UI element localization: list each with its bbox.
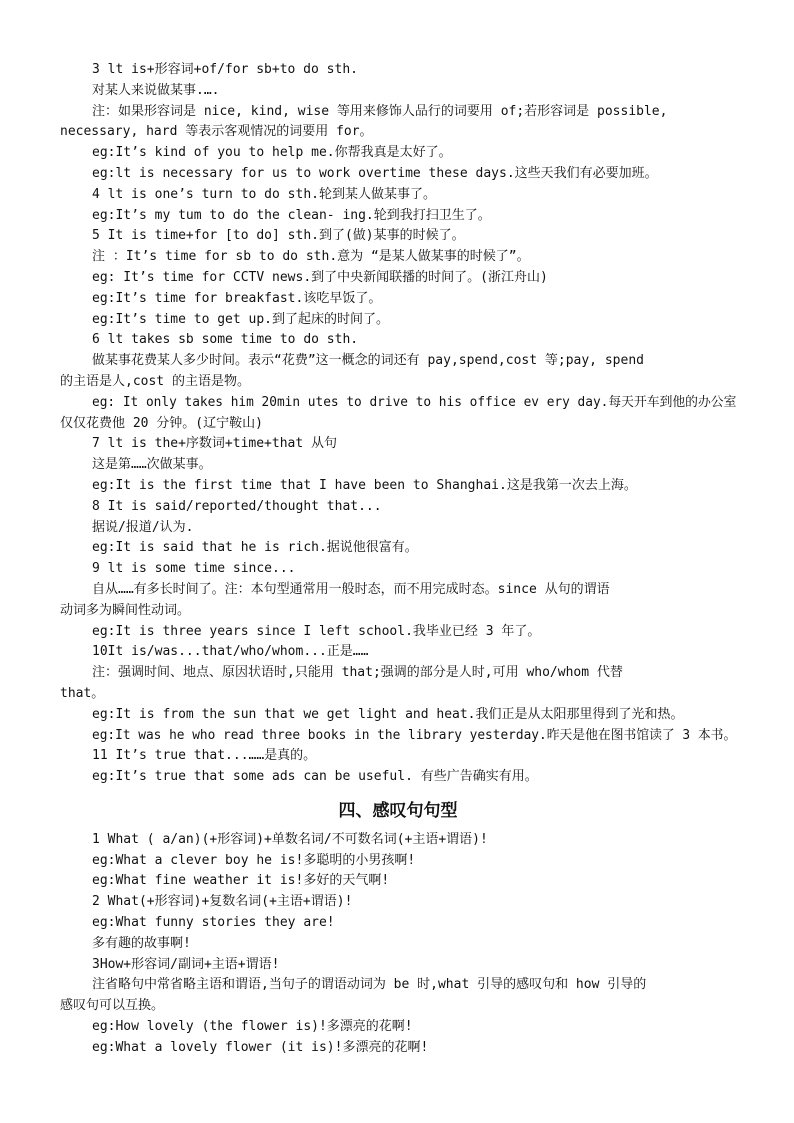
grammar-notes-it-patterns <box>60 60 736 788</box>
text-line: 动词多为瞬间性动词。 <box>60 602 191 618</box>
text-line: eg:What fine weather it is!多好的天气啊! <box>92 873 390 889</box>
text-line: 10It is/was...that/who/whom...正是…… <box>92 644 369 660</box>
text-line: eg:It’s time for breakfast.该吃早饭了。 <box>92 290 382 306</box>
text-line: 11 It’s true that...……是真的。 <box>92 748 317 764</box>
text-line: eg:It’s time to get up.到了起床的时间了。 <box>92 311 390 327</box>
text-line: eg:What funny stories they are! <box>92 915 335 931</box>
text-line: 7 lt is the+序数词+time+that 从句 <box>92 436 338 452</box>
text-line: 注 ：It’s time for sb to do sth.意为 “是某人做某事的时候了”。 <box>92 249 530 265</box>
text-line: 自从……有多长时间了。注：本句型通常用一般时态，而不用完成时态。since 从句的谓语 <box>92 581 610 597</box>
text-line: 8 It is said/reported/thought that... <box>92 498 382 514</box>
text-line: eg:What a clever boy he is!多聪明的小男孩啊! <box>92 852 416 868</box>
text-line: 9 lt is some time since... <box>92 561 296 577</box>
text-line: eg:It’s my tum to do the clean- ing.轮到我打扫卫生了。 <box>92 207 491 223</box>
text-line: that。 <box>60 685 105 701</box>
text-line: 感叹句可以互换。 <box>60 998 165 1014</box>
text-line: 据说/报道/认为. <box>92 519 194 535</box>
text-line: 注：如果形容词是 nice, kind, wise 等用来修饰人品行的词要用 of;若形容词是 possible, <box>92 103 668 119</box>
text-line: eg:lt is necessary for us to work overtime these days.这些天我们有必要加班。 <box>92 165 658 181</box>
text-line: eg:It’s true that some ads can be useful. 有些广告确实有用。 <box>92 769 538 785</box>
text-line: 6 lt takes sb some time to do sth. <box>92 332 359 348</box>
text-line: eg:It is three years since I left school.我毕业已经 3 年了。 <box>92 623 541 639</box>
text-line: 做某事花费某人多少时间。表示“花费”这一概念的词还有 pay,spend,cost 等;pay, spend <box>92 353 644 369</box>
text-line: 3 lt is+形容词+of/for sb+to do sth. <box>92 62 358 77</box>
section-heading: 四、感叹句句型 <box>338 800 458 821</box>
text-line: 注省略句中常省略主语和谓语,当句子的谓语动词为 be 时,what 引导的感叹句和 how 引导的 <box>92 977 647 993</box>
text-line: eg:It is the first time that I have been to Shanghai.这是我第一次去上海。 <box>92 477 637 493</box>
text-line: 5 It is time+for [to do] sth.到了(做)某事的时候了。 <box>92 228 465 244</box>
text-line: eg:It was he who read three books in the library yesterday.昨天是他在图书馆读了 3 本书。 <box>92 727 736 743</box>
text-line: 2 What(+形容词)+复数名词(+主语+谓语)! <box>92 894 353 910</box>
text-line: eg:How lovely (the flower is)!多漂亮的花啊! <box>92 1019 413 1035</box>
text-line: eg:It is from the sun that we get light and heat.我们正是从太阳那里得到了光和热。 <box>92 706 684 722</box>
text-line: 4 lt is one’s turn to do sth.轮到某人做某事了。 <box>92 186 436 202</box>
text-line: eg:What a lovely flower (it is)!多漂亮的花啊! <box>92 1039 429 1055</box>
text-line: 多有趣的故事啊! <box>92 935 191 951</box>
text-line: 3How+形容词/副词+主语+谓语! <box>92 956 280 972</box>
text-line: 这是第……次做某事。 <box>92 457 212 473</box>
text-line: 注：强调时间、地点、原因状语时,只能用 that;强调的部分是人时,可用 who/whom 代替 <box>92 665 623 681</box>
text-line: eg: It’s time for CCTV news.到了中央新闻联播的时间了。(浙江舟山) <box>92 269 548 285</box>
document-page <box>60 60 736 1059</box>
text-line: eg: It only takes him 20min utes to drive to his office ev ery day.每天开车到他的办公室 <box>92 394 736 410</box>
text-line: eg:It’s kind of you to help me.你帮我真是太好了。 <box>92 145 452 161</box>
text-line: 的主语是人,cost 的主语是物。 <box>60 373 250 389</box>
text-line: 对某人来说做某事.…. <box>92 82 220 98</box>
text-line: 1 What ( a/an)(+形容词)+单数名词/不可数名词(+主语+谓语)! <box>92 831 488 847</box>
text-line: necessary, hard 等表示客观情况的词要用 for。 <box>60 124 373 140</box>
text-line: 仅仅花费他 20 分钟。(辽宁鞍山) <box>60 415 263 431</box>
grammar-notes-exclamations <box>60 830 736 1059</box>
text-line: eg:It is said that he is rich.据说他很富有。 <box>92 540 418 556</box>
